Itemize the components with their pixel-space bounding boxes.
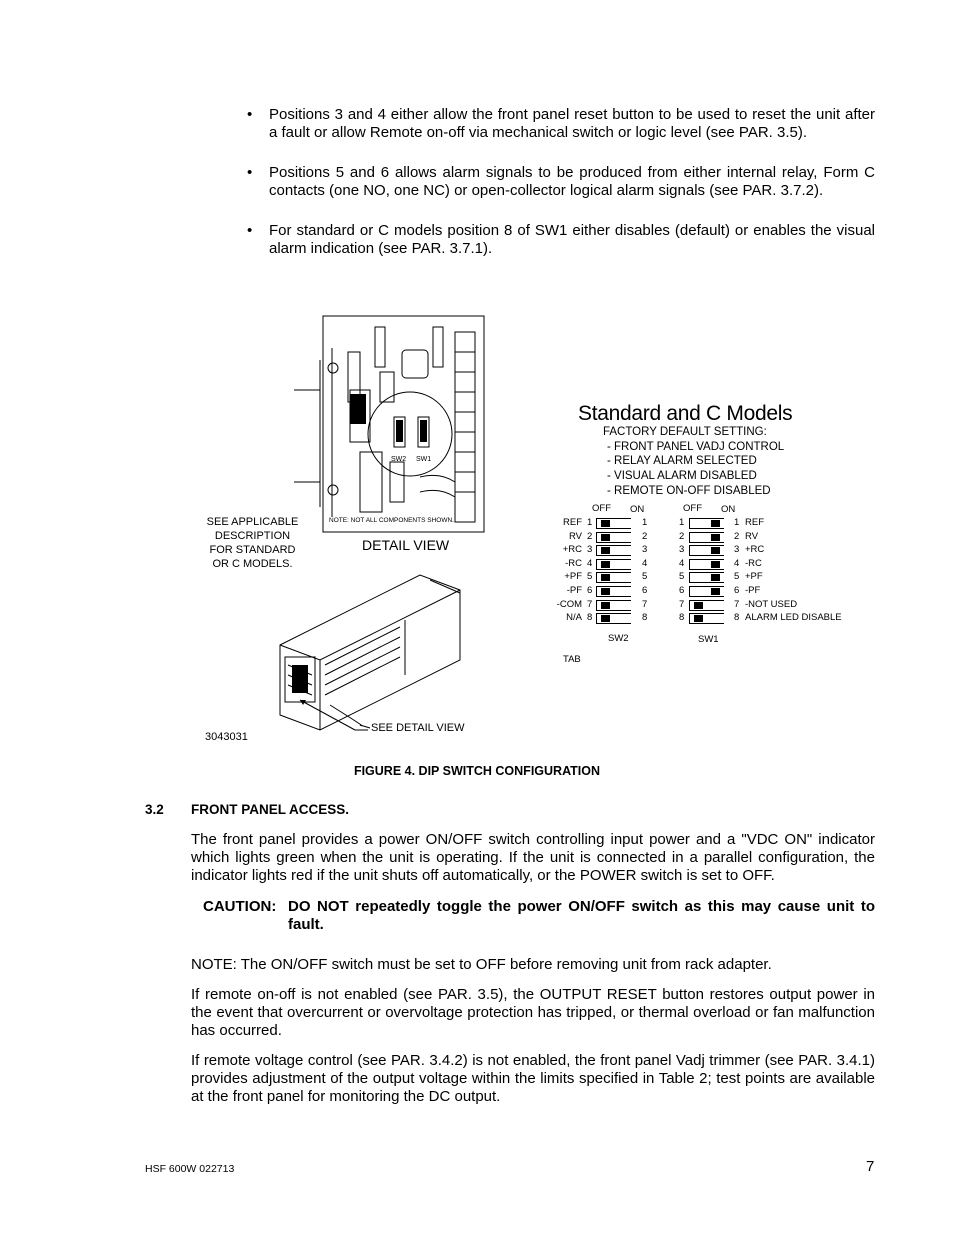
- sw1-dip-switch: [675, 517, 865, 629]
- dip-toggle: [596, 613, 631, 624]
- dip-toggle-knob: [601, 547, 610, 554]
- dip-toggle: [689, 586, 724, 597]
- dip-position-label: -PF: [745, 585, 761, 596]
- dip-row: [675, 599, 865, 611]
- dip-row: [550, 558, 660, 570]
- dip-toggle: [596, 518, 631, 529]
- dip-position-label: -COM: [556, 598, 582, 610]
- dip-row: [675, 517, 865, 529]
- paragraph-remote-voltage: If remote voltage control (see PAR. 3.4.2) is not enabled, the front panel Vadj trimmer (see PAR. 3.4.1) provides adjustment of the output voltage within the limits specified in Table 2; test points are available at the front panel for monitoring the DC output.: [191, 1052, 875, 1105]
- paragraph-remote-onoff: If remote on-off is not enabled (see PAR. 3.5), the OUTPUT RESET button restores output power in the event that overcurrent or overvoltage protection has tripped, or thermal overload or fan malfunction has occurred.: [191, 986, 875, 1039]
- dip-position-number: 1: [734, 517, 740, 528]
- dip-row: [675, 531, 865, 543]
- dip-toggle: [596, 600, 631, 611]
- dip-position-number: 2: [587, 530, 593, 542]
- dip-position-number: 1: [642, 517, 648, 528]
- unit-isometric-drawing: [270, 565, 470, 740]
- note-components: NOTE: NOT ALL COMPONENTS SHOWN.: [329, 517, 454, 524]
- dip-position-label: RV: [568, 530, 582, 542]
- dip-position-label: +PF: [564, 571, 582, 583]
- dip-row: [550, 571, 660, 583]
- dip-position-number: 8: [642, 612, 648, 624]
- dip-position-number: 5: [734, 571, 740, 583]
- dip-position-label: -NOT USED: [745, 598, 798, 610]
- dip-position-number: 3: [587, 544, 593, 556]
- caution-label: CAUTION:: [203, 898, 277, 915]
- see-detail-view-label: SEE DETAIL VIEW: [371, 722, 465, 734]
- dip-position-number: 8: [587, 612, 593, 624]
- sw1-on-label: ON: [721, 504, 736, 515]
- section-number: 3.2: [145, 802, 164, 817]
- dip-toggle-knob: [694, 602, 703, 609]
- dip-position-number: 4: [587, 557, 593, 569]
- dip-position-number: 6: [587, 585, 593, 596]
- dip-position-number: 1: [587, 517, 593, 528]
- dip-row: [675, 544, 865, 556]
- default-item: - RELAY ALARM SELECTED: [607, 455, 757, 467]
- sw2-on-label: ON: [630, 504, 645, 515]
- dip-position-number: 4: [642, 557, 648, 569]
- paragraph-front-panel: The front panel provides a power ON/OFF switch controlling input power and a "VDC ON" indicator which lights green when the unit is operating. If the unit is connected in a parallel configuration, the indicator lights red if the unit shuts off automatically, or the POWER switch is set to OFF.: [191, 831, 875, 884]
- dip-toggle: [689, 532, 724, 543]
- dip-position-number: 3: [734, 544, 740, 556]
- dip-toggle-knob: [711, 534, 720, 541]
- dip-toggle-knob: [711, 561, 720, 568]
- sw2-dip-switch: [550, 517, 660, 629]
- bullet-text-3: For standard or C models position 8 of SW1 either disables (default) or enables the visual alarm indication (see PAR. 3.7.1).: [269, 222, 875, 257]
- dip-toggle-knob: [601, 588, 610, 595]
- dip-toggle-knob: [711, 574, 720, 581]
- dip-position-number: 7: [679, 598, 685, 610]
- dip-row: [550, 517, 660, 529]
- footer-doc-id: HSF 600W 022713: [145, 1163, 235, 1175]
- figure-caption: FIGURE 4. DIP SWITCH CONFIGURATION: [353, 764, 601, 778]
- dip-toggle: [689, 518, 724, 529]
- dip-position-label: N/A: [566, 612, 582, 624]
- see-applicable-label: SEE APPLICABLE DESCRIPTION FOR STANDARD OR C MODELS.: [206, 516, 299, 570]
- section-title: FRONT PANEL ACCESS.: [191, 802, 350, 817]
- dip-row: [550, 531, 660, 543]
- dip-toggle: [689, 600, 724, 611]
- dip-toggle-knob: [711, 520, 720, 527]
- dip-position-number: 3: [679, 544, 685, 556]
- dip-position-number: 6: [734, 585, 740, 596]
- dip-position-label: +PF: [745, 571, 763, 583]
- sw1-label: SW1: [698, 634, 719, 645]
- factory-default-title: FACTORY DEFAULT SETTING:: [603, 426, 767, 438]
- dip-row: [550, 585, 660, 597]
- dip-position-number: 3: [642, 544, 648, 556]
- dip-position-label: +RC: [562, 544, 582, 556]
- dip-toggle-knob: [711, 547, 720, 554]
- dip-position-number: 5: [587, 571, 593, 583]
- sw2-small-label: SW2: [391, 456, 407, 463]
- bullet-text-1: Positions 3 and 4 either allow the front panel reset button to be used to reset the unit after a fault or allow Remote on-off via mechanical switch or logic level (see PAR. 3.5).: [269, 106, 875, 141]
- sw2-label: SW2: [608, 633, 629, 644]
- drawing-number: 3043031: [205, 731, 248, 743]
- dip-toggle: [596, 572, 631, 583]
- dip-position-number: 5: [679, 571, 685, 583]
- dip-position-number: 7: [642, 598, 648, 610]
- dip-toggle-knob: [601, 574, 610, 581]
- dip-position-number: 2: [642, 530, 648, 542]
- dip-position-number: 5: [642, 571, 648, 583]
- dip-toggle: [596, 532, 631, 543]
- dip-position-number: 7: [587, 598, 593, 610]
- detail-view-label: DETAIL VIEW: [362, 537, 450, 553]
- dip-toggle: [596, 586, 631, 597]
- default-item: - VISUAL ALARM DISABLED: [607, 470, 757, 482]
- dip-position-number: 6: [679, 585, 685, 596]
- dip-position-label: ALARM LED DISABLE: [745, 612, 842, 624]
- dip-row: [675, 571, 865, 583]
- dip-position-label: -PF: [566, 585, 582, 596]
- dip-position-label: -RC: [565, 557, 582, 569]
- sw2-off-label: OFF: [592, 503, 611, 514]
- dip-position-number: 7: [734, 598, 740, 610]
- figure-heading: Standard and C Models: [578, 402, 793, 425]
- page-number: 7: [866, 1158, 875, 1175]
- bullet-marker: •: [247, 106, 253, 123]
- dip-position-label: REF: [745, 517, 764, 528]
- dip-position-number: 4: [734, 557, 740, 569]
- tab-label: TAB: [563, 654, 581, 665]
- dip-position-label: RV: [745, 530, 759, 542]
- dip-position-label: -RC: [745, 557, 762, 569]
- dip-position-number: 6: [642, 585, 648, 596]
- dip-row: [550, 599, 660, 611]
- dip-toggle-knob: [711, 588, 720, 595]
- dip-position-number: 8: [679, 612, 685, 624]
- dip-position-label: REF: [563, 517, 582, 528]
- dip-row: [675, 558, 865, 570]
- bullet-text-2: Positions 5 and 6 allows alarm signals to be produced from either internal relay, Form C contacts (one NO, one NC) or open-collector logical alarm signals (see PAR. 3.7.2).: [269, 164, 875, 199]
- dip-toggle: [689, 572, 724, 583]
- dip-toggle: [596, 545, 631, 556]
- default-item: - REMOTE ON-OFF DISABLED: [607, 485, 771, 497]
- dip-row: [675, 612, 865, 624]
- bullet-marker: •: [247, 164, 253, 181]
- sw1-small-label: SW1: [416, 456, 432, 463]
- dip-toggle-knob: [601, 602, 610, 609]
- dip-toggle-knob: [601, 520, 610, 527]
- dip-toggle-knob: [601, 615, 610, 622]
- note-paragraph: NOTE: The ON/OFF switch must be set to OFF before removing unit from rack adapter.: [191, 956, 772, 973]
- dip-position-number: 1: [679, 517, 685, 528]
- dip-position-number: 2: [679, 530, 685, 542]
- caution-text: DO NOT repeatedly toggle the power ON/OFF switch as this may cause unit to fault.: [288, 898, 875, 933]
- dip-position-number: 4: [679, 557, 685, 569]
- bullet-marker: •: [247, 222, 253, 239]
- dip-row: [675, 585, 865, 597]
- dip-row: [550, 612, 660, 624]
- dip-toggle-knob: [601, 534, 610, 541]
- dip-toggle: [689, 545, 724, 556]
- dip-position-number: 8: [734, 612, 740, 624]
- dip-toggle-knob: [601, 561, 610, 568]
- dip-toggle: [689, 613, 724, 624]
- detail-view-drawing: [290, 312, 490, 542]
- sw1-off-label: OFF: [683, 503, 702, 514]
- dip-toggle: [596, 559, 631, 570]
- dip-toggle: [689, 559, 724, 570]
- dip-position-number: 2: [734, 530, 740, 542]
- dip-position-label: +RC: [745, 544, 765, 556]
- dip-toggle-knob: [694, 615, 703, 622]
- dip-row: [550, 544, 660, 556]
- default-item: - FRONT PANEL VADJ CONTROL: [607, 441, 785, 453]
